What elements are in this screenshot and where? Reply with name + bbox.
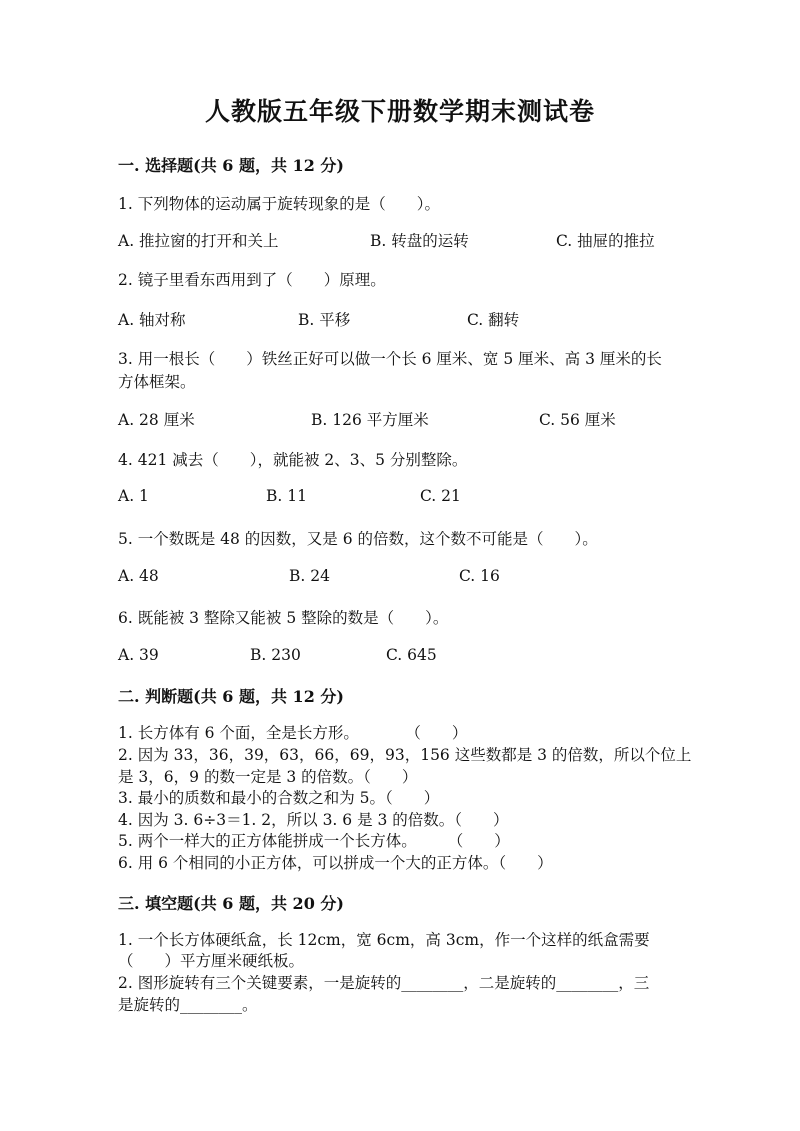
option-6c: C. 645 — [386, 646, 437, 664]
option-4c: C. 21 — [420, 487, 461, 505]
judgement-line: 是 3，6，9 的数一定是 3 的倍数。（ ） — [118, 768, 418, 786]
option-1c: C. 抽屉的推拉 — [556, 232, 655, 250]
fill-in-line: （ ）平方厘米硬纸板。 — [118, 952, 305, 970]
option-1a: A. 推拉窗的打开和关上 — [118, 232, 279, 250]
question-6: 6. 既能被 3 整除又能被 5 整除的数是（ ）。 — [118, 609, 449, 627]
judgement-line: 1. 长方体有 6 个面，全是长方形。 （ ） — [118, 724, 468, 742]
option-2b: B. 平移 — [298, 311, 351, 329]
judgement-line: 6. 用 6 个相同的小正方体，可以拼成一个大的正方体。（ ） — [118, 854, 553, 872]
option-2c: C. 翻转 — [467, 311, 520, 329]
question-2: 2. 镜子里看东西用到了（ ）原理。 — [118, 271, 386, 289]
option-1b: B. 转盘的运转 — [370, 232, 469, 250]
judgement-line: 4. 因为 3. 6÷3＝1. 2，所以 3. 6 是 3 的倍数。（ ） — [118, 811, 509, 829]
option-5c: C. 16 — [459, 567, 500, 585]
question-1: 1. 下列物体的运动属于旋转现象的是（ ）。 — [118, 195, 440, 213]
fill-in-line: 2. 图形旋转有三个关键要素，一是旋转的________，二是旋转的________，三 — [118, 974, 650, 992]
option-5a: A. 48 — [118, 567, 159, 585]
option-2a: A. 轴对称 — [118, 311, 186, 329]
fill-in-line: 是旋转的________。 — [118, 996, 258, 1014]
judgement-line: 5. 两个一样大的正方体能拼成一个长方体。 （ ） — [118, 832, 510, 850]
question-4: 4. 421 减去（ ），就能被 2、3、5 分别整除。 — [118, 451, 468, 469]
option-5b: B. 24 — [289, 567, 330, 585]
question-3-line-2: 方体框架。 — [118, 373, 196, 391]
option-3c: C. 56 厘米 — [539, 411, 616, 429]
section-heading-judgement: 二. 判断题(共 6 题，共 12 分) — [118, 687, 344, 706]
option-6a: A. 39 — [118, 646, 159, 664]
question-3-line-1: 3. 用一根长（ ）铁丝正好可以做一个长 6 厘米、宽 5 厘米、高 3 厘米的长 — [118, 350, 662, 368]
section-heading-choice: 一. 选择题(共 6 题，共 12 分) — [118, 156, 344, 175]
option-3b: B. 126 平方厘米 — [311, 411, 429, 429]
option-3a: A. 28 厘米 — [118, 411, 195, 429]
section-heading-fill-in: 三. 填空题(共 6 题，共 20 分) — [118, 894, 344, 913]
option-4b: B. 11 — [266, 487, 307, 505]
question-5: 5. 一个数既是 48 的因数，又是 6 的倍数，这个数不可能是（ ）。 — [118, 530, 598, 548]
option-6b: B. 230 — [250, 646, 301, 664]
fill-in-line: 1. 一个长方体硬纸盒，长 12cm，宽 6cm，高 3cm，作一个这样的纸盒需要 — [118, 931, 650, 949]
judgement-line: 2. 因为 33，36，39，63，66，69，93，156 这些数都是 3 的倍数，所以个位上 — [118, 746, 692, 764]
page-title: 人教版五年级下册数学期末测试卷 — [204, 97, 595, 126]
judgement-line: 3. 最小的质数和最小的合数之和为 5。（ ） — [118, 789, 440, 807]
option-4a: A. 1 — [118, 487, 149, 505]
